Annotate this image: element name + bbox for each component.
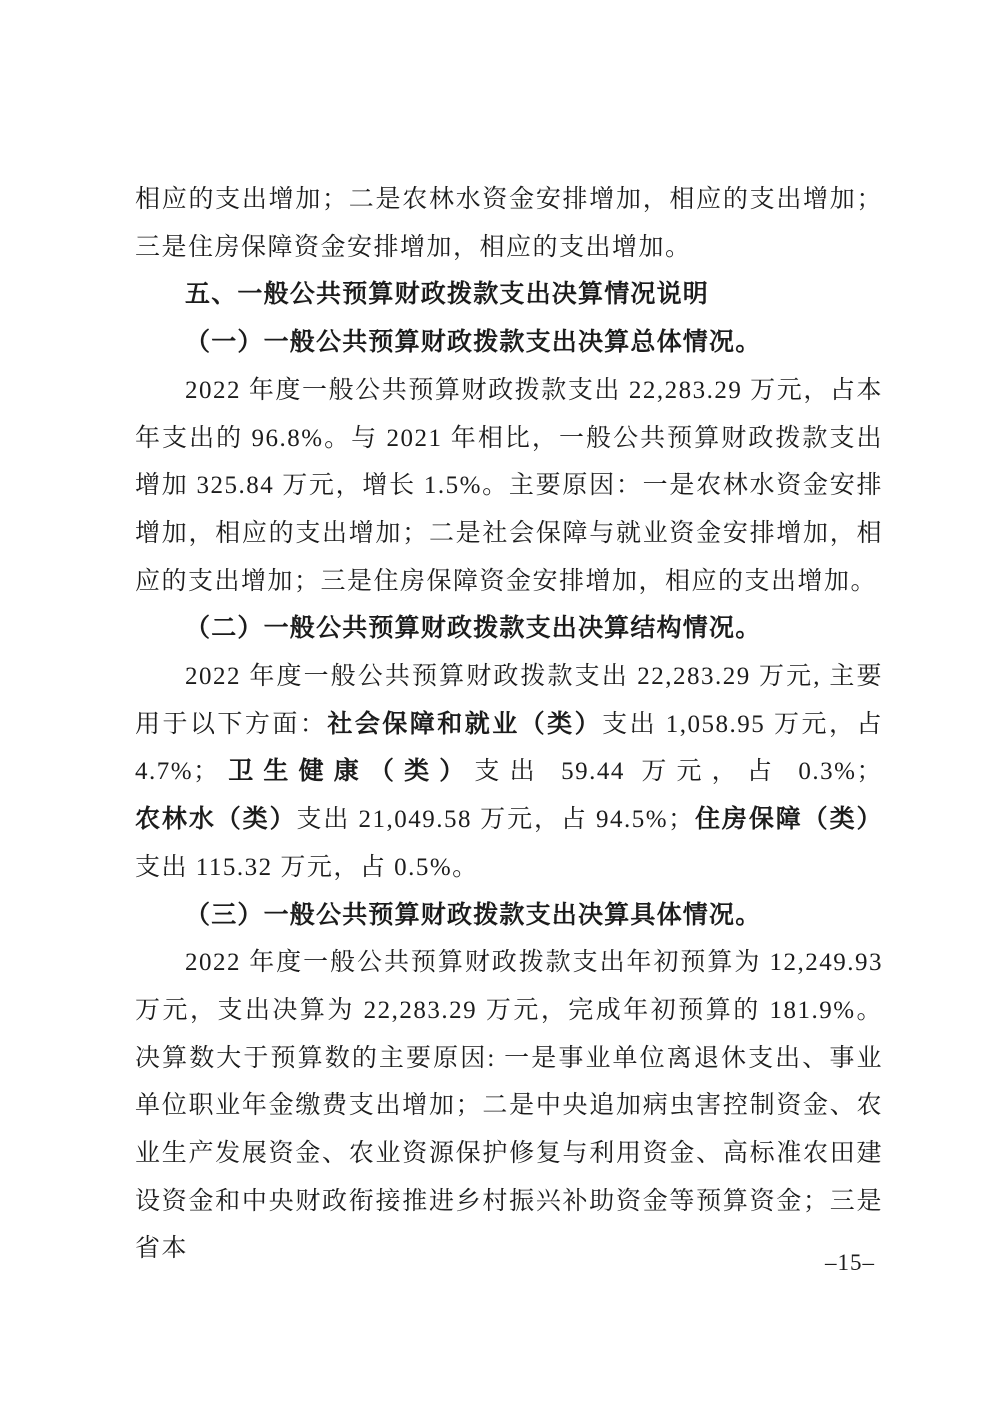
paragraph-structure-situation bbox=[135, 653, 883, 892]
heading-section-5: 五、一般公共预算财政拨款支出决算情况说明 bbox=[185, 280, 710, 309]
paragraph-detail-situation: 2022 年度一般公共预算财政拨款支出年初预算为 12,249.93 万元，支出决算为 22,283.29 万元，完成年初预算的 181.9%。决算数大于预算数的主要原因: 一是事业单位离退休支出、事业单位职业年金缴费支出增加；二是中央追加病虫害控制资金、农业生产发展资金、农业资源保护修复与利用资金、高标准农田建设资金和中央财政衔接推进乡村振兴补助资金等预算资金；三是省本 bbox=[135, 949, 883, 1263]
paragraph-overall-situation: 2022 年度一般公共预算财政拨款支出 22,283.29 万元，占本年支出的 96.8%。与 2021 年相比，一般公共预算财政拨款支出增加 325.84 万元，增长 1.5%。主要原因：一是农林水资金安排增加，相应的支出增加；二是社会保障与就业资金安排增加，相应的支出增加；三是住房保障资金安排增加，相应的支出增加。 bbox=[135, 376, 883, 595]
structure-social-security-value: 支出 1,058.95 万元，占 4.7%； bbox=[135, 710, 883, 786]
heading-subsection-3: （三）一般公共预算财政拨款支出决算具体情况。 bbox=[185, 900, 762, 929]
bold-social-security-employment-category: 社会保障和就业（类） bbox=[327, 709, 603, 738]
document-body bbox=[135, 176, 883, 1273]
page-number: –15– bbox=[825, 1250, 875, 1275]
bold-housing-security-category: 住房保障（类） bbox=[694, 805, 883, 834]
structure-health-value: 支出 59.44 万元，占 0.3%； bbox=[474, 758, 883, 786]
paragraph-continuation: 相应的支出增加；二是农林水资金安排增加，相应的支出增加；三是住房保障资金安排增加，相应的支出增加。 bbox=[135, 186, 883, 261]
structure-agriculture-value: 支出 21,049.58 万元，占 94.5%； bbox=[296, 806, 695, 834]
heading-subsection-2: （二）一般公共预算财政拨款支出决算结构情况。 bbox=[185, 614, 762, 643]
heading-subsection-1: （一）一般公共预算财政拨款支出决算总体情况。 bbox=[185, 328, 762, 357]
structure-intro-text: 2022 年度一般公共预算财政拨款支出 22,283.29 万元, 主要用于以下方面： bbox=[135, 663, 883, 738]
structure-housing-value: 支出 115.32 万元，占 0.5%。 bbox=[135, 853, 479, 881]
bold-health-category: 卫生健康（类） bbox=[219, 757, 475, 786]
bold-agriculture-forestry-water-category: 农林水（类） bbox=[135, 805, 297, 834]
